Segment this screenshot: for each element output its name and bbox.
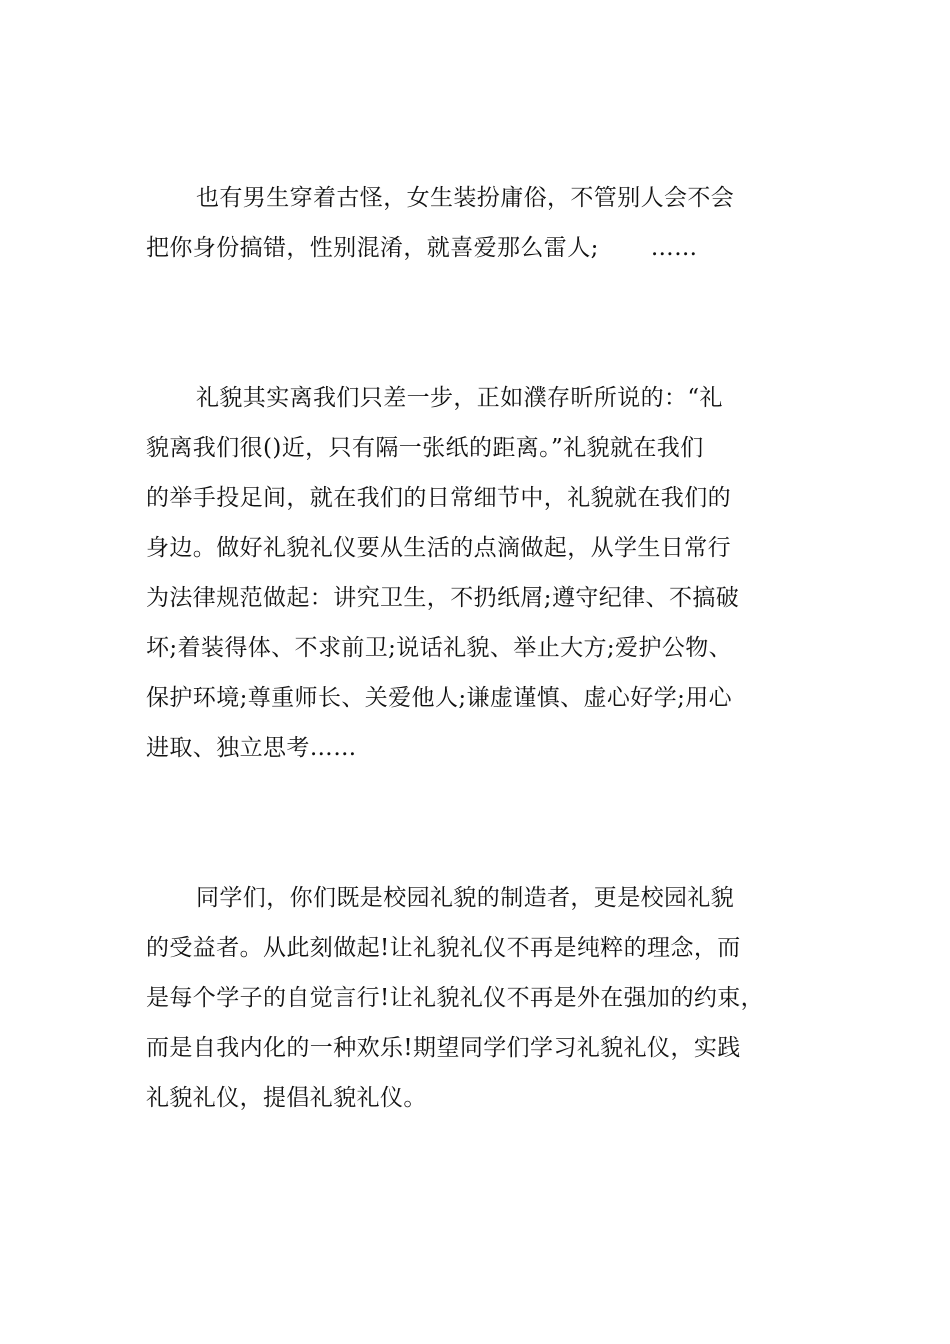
paragraph-line: 的举手投足间，就在我们的日常细节中，礼貌就在我们的 — [146, 485, 731, 511]
paragraph-line-text: 把你身份搞错，性别混淆，就喜爱那么雷人; — [146, 235, 599, 261]
paragraph-line: 礼貌其实离我们只差一步，正如濮存昕所说的：“礼 — [196, 385, 723, 411]
paragraph-line: 也有男生穿着古怪，女生装扮庸俗，不管别人会不会 — [196, 185, 735, 211]
paragraph-line: 坏;着装得体、不求前卫;说话礼貌、举止大方;爱护公物、 — [146, 635, 733, 661]
paragraph-line: 同学们，你们既是校园礼貌的制造者，更是校园礼貌 — [196, 885, 735, 911]
paragraph-line: 身边。做好礼貌礼仪要从生活的点滴做起，从学生日常行 — [146, 535, 731, 561]
paragraph-line: 的受益者。从此刻做起!让礼貌礼仪不再是纯粹的理念，而 — [146, 935, 741, 961]
paragraph-line: 进取、独立思考…… — [146, 735, 357, 761]
ellipsis-text: …… — [650, 235, 698, 261]
paragraph-line: 而是自我内化的一种欢乐!期望同学们学习礼貌礼仪，实践 — [146, 1035, 741, 1061]
paragraph-line: 礼貌礼仪，提倡礼貌礼仪。 — [146, 1085, 427, 1111]
paragraph-line — [146, 233, 816, 263]
paragraph-line: 保护环境;尊重师长、关爱他人;谦虚谨慎、虚心好学;用心 — [146, 685, 733, 711]
paragraph-line: 貌离我们很()近，只有隔一张纸的距离。”礼貌就在我们 — [146, 435, 704, 461]
paragraph-line: 为法律规范做起：讲究卫生，不扔纸屑;遵守纪律、不搞破 — [146, 585, 740, 611]
paragraph-line: 是每个学子的自觉言行!让礼貌礼仪不再是外在强加的约束， — [146, 985, 765, 1011]
